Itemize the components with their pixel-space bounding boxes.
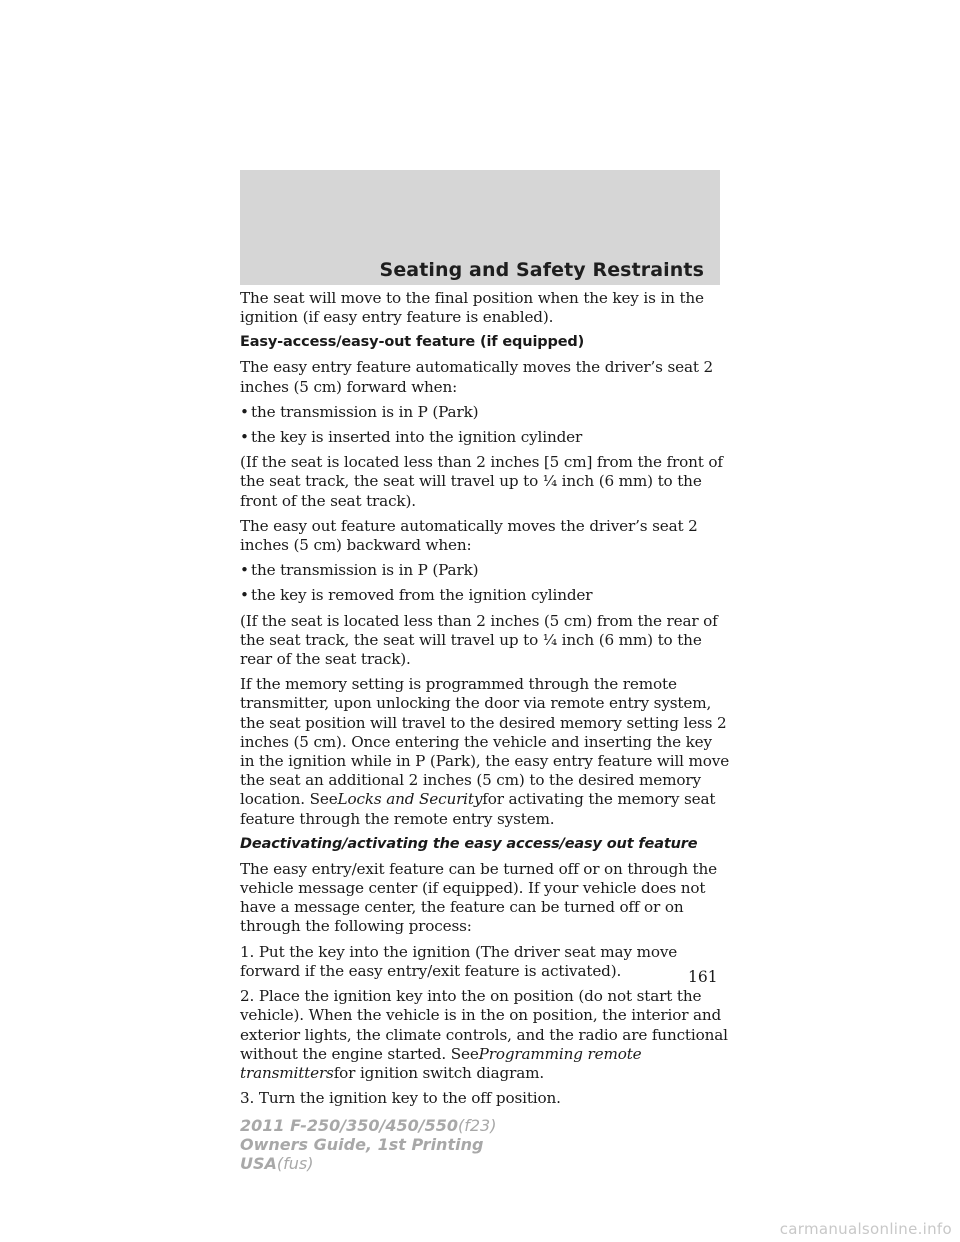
heading-easy-access: Easy-access/easy-out feature (if equipped) (240, 334, 585, 351)
footer-line-region: USA(fus) (240, 1154, 314, 1173)
cross-reference-locks: Locks and Security (337, 790, 483, 809)
step-2: 2. Place the ignition key into the on position (do not start the vehicle). When the vehicle is in the on position, the interior and exterior lights, the climate controls, and the radio are functional without the engine started. SeeProgramming remote transmittersfor ignition switch diagram. (240, 987, 728, 1082)
watermark: carmanualsonline.info (779, 1220, 952, 1238)
footer-line-printing: Owners Guide, 1st Printing (240, 1135, 484, 1154)
section-title: Seating and Safety Restraints (379, 259, 704, 281)
document-footer (240, 1116, 496, 1173)
list-item: • the transmission is in P (Park) (240, 402, 479, 421)
step-1: 1. Put the key into the ignition (The driver seat may move forward if the easy entry/exit feature is activated). (240, 942, 678, 980)
page-body (240, 289, 730, 1114)
section-header-band (240, 170, 720, 285)
bullet-icon: • (240, 561, 249, 580)
paragraph-message-center: The easy entry/exit feature can be turned off or on through the vehicle message center (if equipped). If your vehicle does not have a message center, the feature can be turned off or on through the following process: (240, 859, 717, 936)
list-item: • the transmission is in P (Park) (240, 561, 479, 580)
paragraph-final-position: The seat will move to the final position when the key is in the ignition (if easy entry feature is enabled). (240, 289, 704, 327)
list-item: • the key is inserted into the ignition cylinder (240, 428, 583, 447)
paragraph-memory-setting: If the memory setting is programmed through the remote transmitter, upon unlocking the door via remote entry system, the seat position will travel to the desired memory setting less 2 inches (5 cm). Once entering the vehicle and inserting the key in the ignition while in P (Park), the easy entry feature will move the seat an additional 2 inches (5 cm) to the desired memory location. SeeLocks and Securityfor activating the memory seat feature through the remote entry system. (240, 675, 730, 828)
page-number: 161 (688, 968, 718, 986)
bullet-icon: • (240, 428, 249, 447)
paragraph-easy-out: The easy out feature automatically moves the driver’s seat 2 inches (5 cm) backward when: (240, 516, 698, 555)
paragraph-front-track: (If the seat is located less than 2 inches [5 cm] from the front of the seat track, the seat will travel up to ¹⁄₄ inch (6 mm) to the front of the seat track). (240, 453, 723, 510)
bullet-icon: • (240, 586, 249, 605)
paragraph-rear-track: (If the seat is located less than 2 inches (5 cm) from the rear of the seat track, the seat will travel up to ¹⁄₄ inch (6 mm) to the rear of the seat track). (240, 611, 718, 669)
paragraph-easy-entry: The easy entry feature automatically moves the driver’s seat 2 inches (5 cm) forward when: (240, 358, 713, 396)
cross-reference-transmitters: Programming remote transmitters (240, 1044, 642, 1082)
heading-deactivating: Deactivating/activating the easy access/easy out feature (240, 835, 698, 852)
step-3: 3. Turn the ignition key to the off position. (240, 1089, 561, 1108)
footer-line-model: 2011 F-250/350/450/550(f23) (240, 1116, 497, 1135)
list-item: • the key is removed from the ignition cylinder (240, 586, 593, 605)
bullet-icon: • (240, 402, 249, 421)
